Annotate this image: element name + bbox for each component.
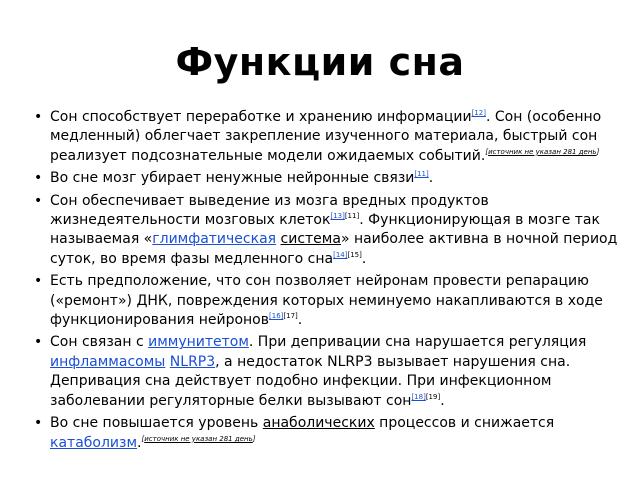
ref-12[interactable]: [12] — [471, 109, 486, 117]
catabolism-link[interactable]: катаболизм — [50, 434, 138, 451]
glymphatic-link[interactable]: глимфатическая — [152, 231, 277, 248]
item-text: . — [428, 170, 434, 187]
item-text: Во сне мозг убирает ненужные нейронные связи — [50, 170, 415, 187]
list-item — [26, 192, 626, 270]
item-text: . — [137, 434, 142, 451]
citation-needed-note[interactable]: [источник не указан 281 день] — [485, 147, 600, 156]
bullet-list — [26, 108, 626, 456]
item-text: . — [297, 312, 303, 329]
ref-11[interactable]: [11] — [344, 212, 360, 221]
ref-14[interactable]: [14] — [333, 250, 348, 259]
immunity-link[interactable]: иммунитетом — [148, 334, 249, 351]
ref-18[interactable]: [18] — [411, 392, 426, 401]
citation-needed-link[interactable]: источник не указан 281 день — [144, 434, 253, 443]
ref-13[interactable]: [13] — [330, 212, 345, 221]
ref-19[interactable]: [19] — [425, 392, 441, 401]
item-text: Во сне повышается уровень — [50, 415, 263, 432]
item-text: Сон обеспечивает выведение из мозга вредных продуктов жизнедеятельности мозговых клеток — [50, 192, 489, 229]
item-text: . При депривации сна нарушается регуляция — [248, 334, 587, 351]
item-text: . Функционирующая в мозге так называемая « — [50, 212, 600, 248]
page-title: Функции сна — [175, 40, 465, 84]
system-link[interactable]: система — [280, 231, 341, 248]
citation-needed-note[interactable]: [источник не указан 281 день] — [141, 434, 256, 443]
item-text: . Сон (особенно медленный) облегчает закрепление изученного материала, быстрый сон реализует подсознательные модели ожидаемых событий. — [50, 109, 602, 164]
citation-needed-link[interactable]: источник не указан 281 день — [488, 147, 597, 156]
list-item — [26, 414, 626, 453]
anabolic-link[interactable]: анаболических — [262, 415, 375, 432]
ref-11[interactable]: [11] — [414, 170, 429, 179]
item-text: . — [440, 392, 445, 409]
inflammasome-link[interactable]: инфламмасомы — [50, 353, 166, 370]
item-text: » наиболее активна в ночной период суток, во время фазы медленного сна — [50, 231, 618, 267]
item-text: Есть предположение, что сон позволяет нейронам провести репарацию («ремонт») ДНК, повреждения которых неминуемо накапливаются в ходе функционирования нейронов — [50, 273, 603, 329]
item-text: Сон связан с — [50, 334, 149, 351]
ref-16[interactable]: [16] — [269, 312, 284, 321]
list-item — [26, 108, 626, 166]
list-item — [26, 272, 626, 330]
ref-17[interactable]: [17] — [283, 312, 298, 321]
ref-15[interactable]: [15] — [347, 250, 362, 259]
item-text: Сон способствует переработке и хранению информации — [50, 109, 472, 125]
item-text: . — [361, 250, 367, 267]
list-item — [26, 169, 626, 188]
list-item — [26, 333, 626, 411]
nlrp3-link[interactable]: NLRP3 — [169, 353, 216, 370]
item-text: , а недостаток NLRP3 вызывает нарушения сна. Депривация сна действует подобно инфекции. При инфекционном заболевании регуляторные белки вызывают сон — [50, 353, 571, 409]
item-text: процессов и снижается — [374, 415, 555, 432]
